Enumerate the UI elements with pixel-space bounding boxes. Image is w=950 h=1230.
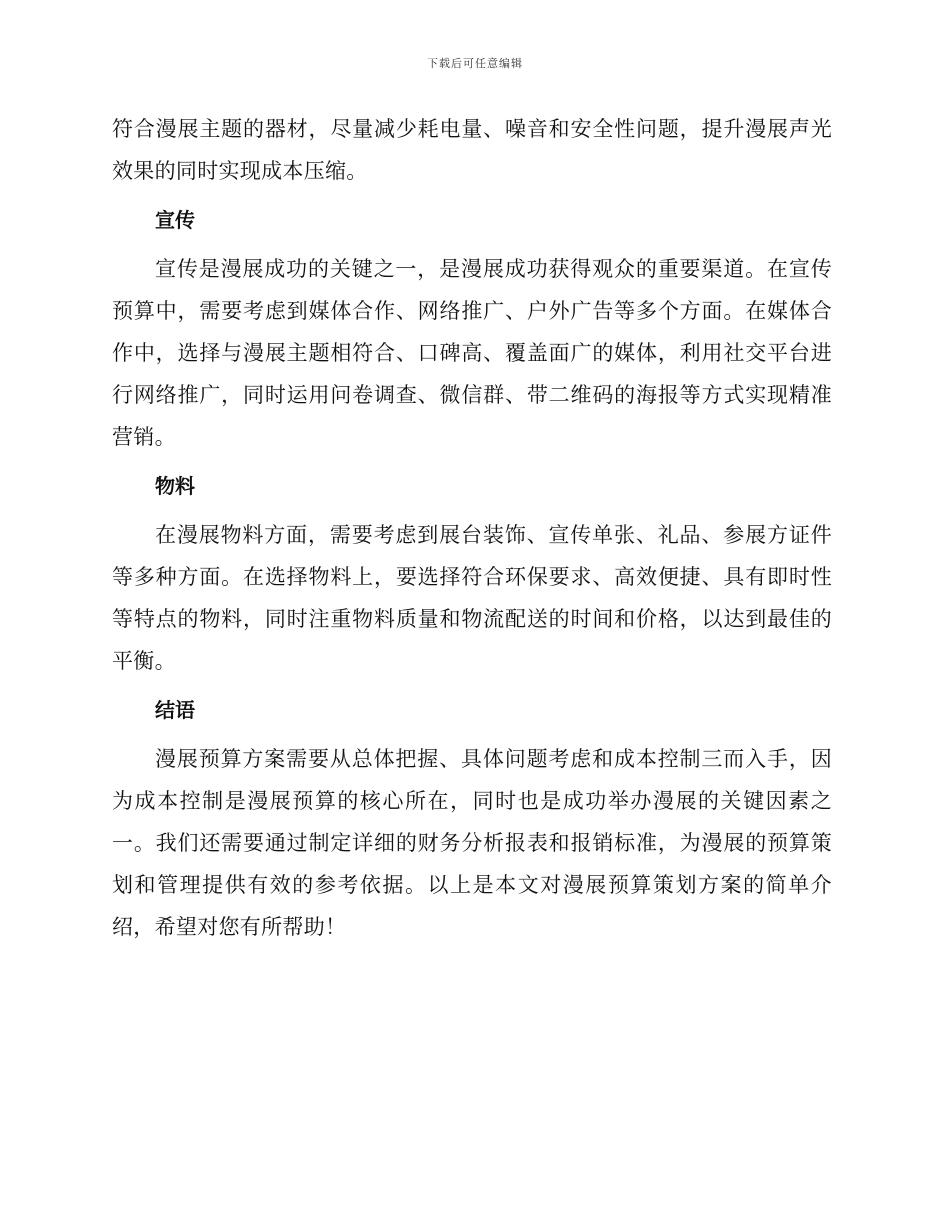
- promotion-paragraph: 宣传是漫展成功的关键之一，是漫展成功获得观众的重要渠道。在宣传预算中，需要考虑到媒体合作、网络推广、户外广告等多个方面。在媒体合作中，选择与漫展主题相符合、口碑高、覆盖面广的媒体，利用社交平台进行网络推广，同时运用问卷调查、微信群、带二维码的海报等方式实现精准营销。: [112, 257, 832, 449]
- conclusion-heading: 结语: [155, 698, 195, 722]
- promotion-heading: 宣传: [155, 208, 195, 232]
- materials-paragraph: 在漫展物料方面，需要考虑到展台装饰、宣传单张、礼品、参展方证件等多种方面。在选择物料上，要选择符合环保要求、高效便捷、具有即时性等特点的物料，同时注重物料质量和物流配送的时间和价格，以达到最佳的平衡。: [112, 523, 832, 673]
- conclusion-paragraph: 漫展预算方案需要从总体把握、具体问题考虑和成本控制三而入手，因为成本控制是漫展预算的核心所在，同时也是成功举办漫展的关键因素之一。我们还需要通过制定详细的财务分析报表和报销标准，为漫展的预算策划和管理提供有效的参考依据。以上是本文对漫展预算策划方案的简单介绍，希望对您有所帮助！: [112, 747, 832, 939]
- header-note: 下载后可任意编辑: [427, 57, 523, 70]
- materials-heading: 物料: [155, 474, 195, 498]
- document-body: [112, 108, 832, 948]
- intro-continuation-paragraph: 符合漫展主题的器材，尽量减少耗电量、噪音和安全性问题，提升漫展声光效果的同时实现成本压缩。: [112, 117, 832, 183]
